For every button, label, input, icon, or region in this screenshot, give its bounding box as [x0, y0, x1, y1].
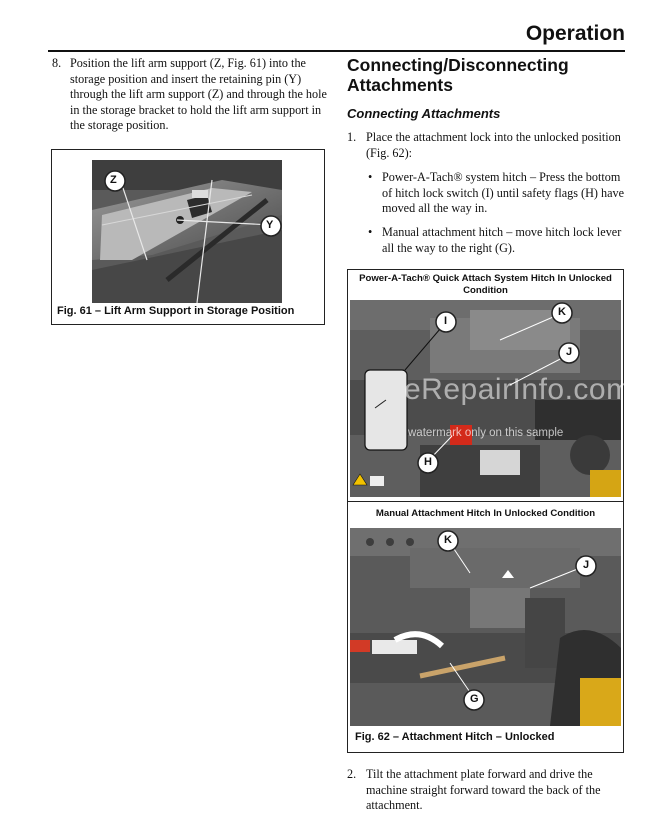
step-number: 8.: [52, 56, 62, 70]
step-number: 1.: [347, 130, 357, 144]
callout-z: Z: [110, 174, 117, 186]
panel-divider: [348, 501, 623, 502]
callout-k: K: [558, 306, 566, 318]
lift-arm-photo: [92, 160, 282, 303]
callout-y: Y: [266, 219, 274, 231]
bullet-text: Power-A-Tach® system hitch – Press the bottom of hitch lock switch (I) until safety flags (H) have moved all the way in.: [382, 170, 624, 216]
subheading: Connecting Attachments: [347, 106, 501, 121]
callout-j: J: [583, 559, 590, 571]
callout-h: H: [424, 456, 432, 468]
title-rule: [48, 50, 625, 52]
figure-61-caption: Fig. 61 – Lift Arm Support in Storage Position: [57, 305, 295, 317]
step-text: Tilt the attachment plate forward and drive the machine straight forward toward the back of the attachment.: [366, 767, 601, 813]
watermark: eRepairInfo.com: [404, 373, 632, 406]
bullet-text: Manual attachment hitch – move hitch lock lever all the way to the right (G).: [382, 225, 622, 255]
section-title: Operation: [525, 22, 625, 45]
callout-g: G: [470, 693, 479, 705]
callout-i: I: [444, 315, 448, 327]
bullet-marker: •: [368, 225, 373, 239]
section-heading: Connecting/Disconnecting Attachments: [347, 55, 569, 95]
bullet-marker: •: [368, 170, 373, 184]
callout-j: J: [566, 346, 573, 358]
callout-k: K: [444, 534, 452, 546]
step-text: Place the attachment lock into the unlocked position (Fig. 62):: [366, 130, 621, 160]
step-number: 2.: [347, 767, 357, 781]
figure-62-caption: Fig. 62 – Attachment Hitch – Unlocked: [355, 731, 555, 743]
figure-61: [51, 149, 325, 325]
watermark-note: watermark only on this sample: [408, 427, 564, 439]
step-text: Position the lift arm support (Z, Fig. 61) into the storage position and insert the retaining pin (Y) through the lift arm support (Z) and through the hole in the storage bracket to hold the lift arm support in the storage position.: [70, 56, 327, 133]
panel-2-title: Manual Attachment Hitch In Unlocked Condition: [375, 508, 596, 519]
manual-hitch-photo: [350, 528, 621, 726]
panel-1-title: Power-A-Tach® Quick Attach System Hitch In Unlocked Condition: [359, 273, 612, 296]
figure-62: [347, 269, 624, 753]
